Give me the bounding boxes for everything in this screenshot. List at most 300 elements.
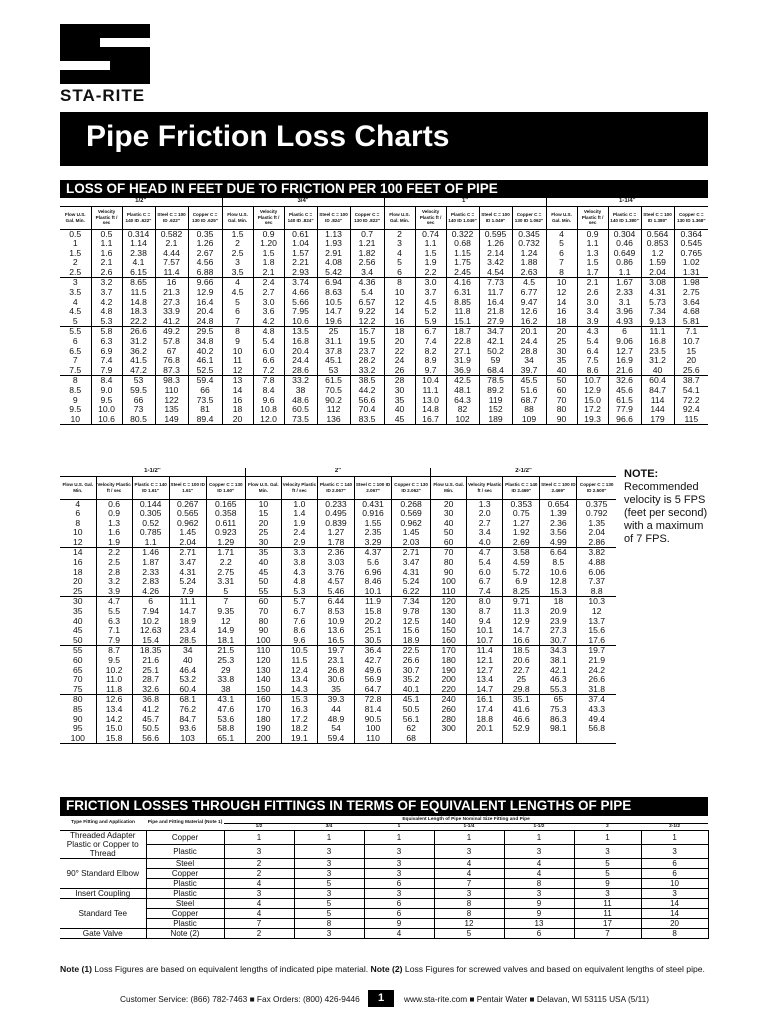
table-cell: 13.4 xyxy=(96,705,132,715)
table-cell: 41.2 xyxy=(132,705,169,715)
table-cell: 5.8 xyxy=(91,327,122,337)
table-cell: 1 xyxy=(294,831,364,845)
column-header: Flow U.S. Gal. Min. xyxy=(60,476,96,499)
table-cell: 7.95 xyxy=(284,307,317,317)
table-cell: 35.1 xyxy=(503,695,540,705)
table-cell: 0.314 xyxy=(122,229,155,239)
table-cell: 21.9 xyxy=(588,656,606,665)
table-cell: 28.6 xyxy=(284,366,317,376)
table-cell: 1.2 xyxy=(641,249,674,259)
table-cell: 48.6 xyxy=(284,396,317,406)
table-cell: 1 xyxy=(574,831,641,845)
table-cell: 8 xyxy=(384,278,415,288)
table-cell: 20 xyxy=(641,919,708,929)
table-cell: 98.1 xyxy=(540,724,577,734)
column-header: Copper C = 130 ID 2.062" xyxy=(392,476,431,499)
table-cell: 4.7 xyxy=(96,597,132,607)
table-cell: 2.2 xyxy=(415,268,446,278)
table-cell: 84.7 xyxy=(169,715,206,725)
table-cell: 26.8 xyxy=(317,666,354,676)
table-cell: 7 xyxy=(222,317,253,327)
table-row xyxy=(60,685,616,695)
table-row xyxy=(60,356,708,366)
table-cell: 1.87 xyxy=(132,558,169,568)
table-cell: 2.56 xyxy=(350,258,384,268)
table-cell: 76.2 xyxy=(169,705,206,715)
table-cell: 37.8 xyxy=(317,347,350,357)
table-cell: 2.36 xyxy=(540,519,577,529)
table-cell: 22.2 xyxy=(122,317,155,327)
table-cell: 8 xyxy=(222,327,253,337)
table-cell: 16 xyxy=(155,278,188,288)
table-cell: 6 xyxy=(132,597,169,607)
table-cell: 10.7 xyxy=(467,636,503,646)
table-cell: 45.6 xyxy=(608,386,641,396)
table-cell: 15 xyxy=(245,509,281,519)
table-cell: 7.5 xyxy=(577,356,608,366)
table-cell: 18.3 xyxy=(122,307,155,317)
table-cell: 5.3 xyxy=(281,587,317,597)
table-cell: 9.71 xyxy=(503,597,540,607)
table-cell: 6.7 xyxy=(415,327,446,337)
table-cell: 6 xyxy=(364,909,434,919)
table-cell: 28.8 xyxy=(512,347,546,357)
table-cell: 1.4 xyxy=(281,509,317,519)
table-cell: 6.15 xyxy=(122,268,155,278)
table-cell: 20 xyxy=(686,356,697,366)
table-cell: 1.39 xyxy=(540,509,577,519)
table-cell: 19.7 xyxy=(588,645,606,656)
table-cell: 44.2 xyxy=(350,386,384,396)
table-cell: 50.2 xyxy=(479,347,512,357)
table-cell: 3 xyxy=(574,845,641,859)
table-cell: 26 xyxy=(384,366,415,376)
table-cell: 5 xyxy=(546,239,577,249)
table-cell: 5.2 xyxy=(415,307,446,317)
table-cell: 30 xyxy=(245,538,281,548)
table-cell: 3.9 xyxy=(577,317,608,327)
column-header: Velocity Plastic ft / sec xyxy=(253,206,284,229)
table-cell: 7 xyxy=(546,258,577,268)
table-cell: 50 xyxy=(431,528,467,538)
table-cell: 140 xyxy=(245,675,281,685)
table-cell: 0.962 xyxy=(169,519,206,529)
table-cell: 18.1 xyxy=(206,636,245,646)
table-cell: 9 xyxy=(504,909,574,919)
table-cell: 3 xyxy=(222,258,253,268)
table-cell: 9.22 xyxy=(350,307,384,317)
table-cell: 110 xyxy=(155,386,188,396)
table-row xyxy=(60,568,616,578)
table-cell: 2.5 xyxy=(60,268,91,278)
table-cell: 8 xyxy=(504,879,574,889)
column-header: Flow U.S. Gal. Min. xyxy=(222,206,253,229)
table-cell: 3 xyxy=(224,845,294,859)
column-header: Flow U.S. Gal. Min. xyxy=(60,206,91,229)
table-cell: 4.8 xyxy=(253,327,284,337)
table-cell: 80 xyxy=(60,695,96,705)
table-cell: 18.35 xyxy=(132,646,169,656)
table-cell: 12.4 xyxy=(281,666,317,676)
table-cell: 4 xyxy=(504,869,574,879)
note2-label: Note (2) xyxy=(370,964,403,974)
table-cell: 12.9 xyxy=(188,288,222,298)
friction-loss-table-large-pipe xyxy=(60,468,616,744)
column-header-row xyxy=(60,206,708,229)
table-cell: 30 xyxy=(546,347,577,357)
table-cell: 1.46 xyxy=(132,548,169,558)
table-cell: 4.36 xyxy=(350,278,384,288)
table-cell: 9.6 xyxy=(253,396,284,406)
table-cell: 2.04 xyxy=(641,268,674,278)
pipe-material: Plastic xyxy=(146,919,224,929)
table-cell: 2.5 xyxy=(96,558,132,568)
table-cell: 6.3 xyxy=(96,617,132,627)
table-cell: 10.7 xyxy=(682,337,700,347)
nominal-size-label: 1/2 xyxy=(224,824,294,831)
table-cell: 18 xyxy=(384,327,415,337)
table-cell: 3 xyxy=(641,889,708,899)
table-cell: 14.7 xyxy=(317,307,350,317)
table-cell: 6.94 xyxy=(317,278,350,288)
table-cell: 5.72 xyxy=(503,568,540,578)
table-cell: 30 xyxy=(431,509,467,519)
table-cell: 29.5 xyxy=(188,327,222,337)
table-cell: 39.7 xyxy=(512,366,546,376)
pipe-material: Plastic xyxy=(146,879,224,889)
table-cell: 4.5 xyxy=(512,278,546,288)
table-cell: 7.6 xyxy=(281,617,317,627)
table-cell: 21.6 xyxy=(608,366,641,376)
table-cell: 6 xyxy=(608,327,641,337)
table-cell: 60.4 xyxy=(641,376,674,386)
table-cell: 4.68 xyxy=(682,307,700,317)
table-cell: 12.7 xyxy=(608,347,641,357)
column-header: Plastic C = 140 ID 1.61" xyxy=(132,476,169,499)
table-cell: 6.22 xyxy=(392,587,431,597)
table-cell: 2.5 xyxy=(222,249,253,259)
table-cell: 11.4 xyxy=(155,268,188,278)
table-cell: 280 xyxy=(431,715,467,725)
table-cell: 8.65 xyxy=(122,278,155,288)
table-cell: 4.0 xyxy=(467,538,503,548)
table-cell: 0.74 xyxy=(415,229,446,239)
table-cell: 2.75 xyxy=(206,568,245,578)
table-cell: 4.2 xyxy=(91,298,122,308)
table-cell: 4.57 xyxy=(317,577,354,587)
table-cell: 5.4 xyxy=(253,337,284,347)
table-cell: 1 xyxy=(60,239,91,249)
table-cell: 1.14 xyxy=(122,239,155,249)
table-cell: 2.2 xyxy=(96,548,132,558)
table-cell: 10 xyxy=(222,347,253,357)
table-cell: 89.2 xyxy=(479,386,512,396)
column-header: Flow U.S. Gal. Min. xyxy=(245,476,281,499)
table-cell: 12.5 xyxy=(392,617,431,627)
table-cell: 73.5 xyxy=(188,396,222,406)
table-cell: 31.1 xyxy=(317,337,350,347)
nominal-size-label: 1 xyxy=(364,824,434,831)
table-cell: 2.04 xyxy=(588,528,606,538)
table-cell: 5.9 xyxy=(415,317,446,327)
table-cell: 7.73 xyxy=(479,278,512,288)
table-cell: 56.9 xyxy=(355,675,392,685)
table-cell: 96.6 xyxy=(608,415,641,425)
pipe-material: Steel xyxy=(146,859,224,869)
table-cell: 10.1 xyxy=(355,587,392,597)
table-cell: 4.54 xyxy=(479,268,512,278)
table-cell: 18.9 xyxy=(392,636,431,646)
table-cell: 22.7 xyxy=(503,666,540,676)
table-cell: 55 xyxy=(245,587,281,597)
table-cell: 31.8 xyxy=(577,685,616,695)
table-cell: 20 xyxy=(222,415,253,425)
table-cell: 4.37 xyxy=(355,548,392,558)
table-cell: 14 xyxy=(384,307,415,317)
table-cell: 50 xyxy=(60,636,96,646)
table-cell: 8.53 xyxy=(317,607,354,617)
table-cell: 1.9 xyxy=(96,538,132,548)
table-cell: 42.1 xyxy=(479,337,512,347)
table-cell: 13.6 xyxy=(317,626,354,636)
table-row xyxy=(60,724,616,734)
table-cell: 240 xyxy=(431,695,467,705)
pipe-material: Copper xyxy=(146,869,224,879)
fitting-type: Insert Coupling xyxy=(60,889,146,899)
table-cell: 2.91 xyxy=(317,249,350,259)
table-cell: 4.66 xyxy=(284,288,317,298)
table-cell: 2.03 xyxy=(392,538,431,548)
table-cell: 25 xyxy=(317,327,350,337)
table-row xyxy=(60,347,708,357)
table-row xyxy=(60,239,708,249)
table-cell: 23.1 xyxy=(317,656,354,666)
section-heading-fittings: FRICTION LOSSES THROUGH FITTINGS IN TERMS OF EQUIVALENT LENGTHS OF PIPE xyxy=(60,797,708,815)
table-cell: 1.5 xyxy=(577,258,608,268)
table-cell: 0.233 xyxy=(317,499,354,509)
table-cell: 11 xyxy=(574,909,641,919)
table-cell: 9.4 xyxy=(467,617,503,627)
table-cell: 30.5 xyxy=(355,636,392,646)
table-cell: 12 xyxy=(206,617,245,627)
table-row xyxy=(60,607,616,617)
note-label: NOTE: xyxy=(624,468,659,480)
table-cell: 6 xyxy=(60,509,96,519)
table-cell: 109 xyxy=(512,415,546,425)
table-cell: 0.6 xyxy=(96,499,132,509)
table-cell: 21.8 xyxy=(479,307,512,317)
table-cell: 11.0 xyxy=(96,675,132,685)
table-cell: 16.8 xyxy=(284,337,317,347)
table-cell: 8 xyxy=(60,519,96,529)
table-cell: 14.7 xyxy=(467,685,503,695)
table-row xyxy=(60,538,616,548)
sta-rite-logo xyxy=(60,24,150,84)
table-cell: 19.3 xyxy=(577,415,608,425)
table-cell: 1.59 xyxy=(641,258,674,268)
table-cell: 54 xyxy=(317,724,354,734)
table-cell: 2.9 xyxy=(281,538,317,548)
page-number: 1 xyxy=(368,990,394,1007)
table-cell: 14.8 xyxy=(415,405,446,415)
column-header: Flow U.S. Gal. Min. xyxy=(384,206,415,229)
table-cell: 16 xyxy=(546,307,577,317)
table-cell: 16.4 xyxy=(479,298,512,308)
table-cell: 4.59 xyxy=(503,558,540,568)
table-cell: 75 xyxy=(60,685,96,695)
table-cell: 25 xyxy=(503,675,540,685)
table-cell: 4 xyxy=(434,859,504,869)
table-cell: 12.0 xyxy=(253,415,284,425)
table-cell: 152 xyxy=(479,405,512,415)
table-cell: 12.63 xyxy=(132,626,169,636)
table-cell: 10.9 xyxy=(317,617,354,627)
table-cell: 87.3 xyxy=(155,366,188,376)
table-cell: 6.77 xyxy=(512,288,546,298)
table-cell: 0.916 xyxy=(355,509,392,519)
table-cell: 31.2 xyxy=(641,356,674,366)
table-cell: 3 xyxy=(434,845,504,859)
table-cell: 144 xyxy=(641,405,674,415)
table-cell: 10 xyxy=(384,288,415,298)
table-cell: 2.1 xyxy=(253,268,284,278)
table-cell: 2.33 xyxy=(608,288,641,298)
table-cell: 2.36 xyxy=(317,548,354,558)
table-cell: 3.64 xyxy=(682,297,700,307)
table-cell: 32.6 xyxy=(132,685,169,695)
table-cell: 52.5 xyxy=(188,366,222,376)
table-cell: 220 xyxy=(431,685,467,695)
table-cell: 3.6 xyxy=(253,307,284,317)
table-row xyxy=(60,415,708,425)
table-cell: 14.2 xyxy=(96,715,132,725)
table-cell: 15.1 xyxy=(446,317,479,327)
table-cell: 8.63 xyxy=(317,288,350,298)
table-cell: 2.7 xyxy=(253,288,284,298)
table-cell: 11.1 xyxy=(415,386,446,396)
table-cell: 3.3 xyxy=(281,548,317,558)
fitting-type: 90° Standard Elbow xyxy=(60,859,146,889)
table-cell: 1 xyxy=(504,831,574,845)
table-cell: 10.0 xyxy=(91,405,122,415)
table-cell: 1.9 xyxy=(281,519,317,529)
table-cell: 6.0 xyxy=(253,347,284,357)
table-cell: 2.71 xyxy=(169,548,206,558)
table-cell: 18.7 xyxy=(446,327,479,337)
table-cell: 45 xyxy=(60,626,96,636)
table-cell: 1.1 xyxy=(608,268,641,278)
table-cell: 53.2 xyxy=(169,675,206,685)
table-cell: 3 xyxy=(364,845,434,859)
table-cell: 1.45 xyxy=(169,528,206,538)
table-cell: 22.8 xyxy=(446,337,479,347)
table-cell: 4.1 xyxy=(122,258,155,268)
table-cell: 90 xyxy=(546,415,577,425)
table-cell: 3.58 xyxy=(503,548,540,558)
table-cell: 7 xyxy=(60,356,91,366)
table-cell: 0.785 xyxy=(132,528,169,538)
table-cell: 18 xyxy=(546,317,577,327)
table-cell: 17.2 xyxy=(577,405,608,415)
column-header: Steel C = 100 ID 1.380" xyxy=(641,206,674,229)
table-cell: 4 xyxy=(434,869,504,879)
table-cell: 4 xyxy=(504,859,574,869)
table-cell: 6.7 xyxy=(281,607,317,617)
table-row xyxy=(60,715,616,725)
table-cell: 5.5 xyxy=(96,607,132,617)
table-cell: 6 xyxy=(641,869,708,879)
table-cell: 86.3 xyxy=(540,715,577,725)
table-row xyxy=(60,831,708,845)
table-cell: 8.2 xyxy=(415,347,446,357)
table-cell: 0.353 xyxy=(503,499,540,509)
table-cell: 20.1 xyxy=(512,327,546,337)
table-cell: 35 xyxy=(245,548,281,558)
table-cell: 110 xyxy=(245,646,281,656)
table-cell: 56.1 xyxy=(392,715,431,725)
table-cell: 3.4 xyxy=(467,528,503,538)
table-cell: 8.7 xyxy=(96,646,132,656)
table-cell: 3 xyxy=(504,889,574,899)
table-cell: 9.06 xyxy=(608,337,641,347)
table-cell: 7.4 xyxy=(91,356,122,366)
table-cell: 15.0 xyxy=(577,396,608,406)
table-cell: 1.0 xyxy=(281,499,317,509)
table-cell: 2.33 xyxy=(132,568,169,578)
table-cell: 3.2 xyxy=(91,278,122,288)
table-cell: 23.4 xyxy=(169,626,206,636)
table-cell: 2.86 xyxy=(577,538,616,548)
table-cell: 13.5 xyxy=(284,327,317,337)
table-cell: 2.1 xyxy=(155,239,188,249)
table-cell: 3.2 xyxy=(96,577,132,587)
table-cell: 46.1 xyxy=(188,356,222,366)
table-cell: 53 xyxy=(122,376,155,386)
table-cell: 150 xyxy=(431,626,467,636)
table-cell: 11.4 xyxy=(467,646,503,656)
table-cell: 10.6 xyxy=(284,317,317,327)
table-cell: 14 xyxy=(60,548,96,558)
table-cell: 5 xyxy=(384,258,415,268)
table-cell: 1.45 xyxy=(392,528,431,538)
table-cell: 36.9 xyxy=(446,366,479,376)
table-cell: 1.24 xyxy=(512,249,546,259)
table-cell: 59.5 xyxy=(122,386,155,396)
table-cell: 20.4 xyxy=(284,347,317,357)
table-cell: 1.5 xyxy=(253,249,284,259)
table-cell: 180 xyxy=(245,715,281,725)
table-cell: 6.4 xyxy=(577,347,608,357)
table-cell: 47.2 xyxy=(122,366,155,376)
table-cell: 6.96 xyxy=(355,568,392,578)
table-cell: 12 xyxy=(546,288,577,298)
table-cell: 46.6 xyxy=(503,715,540,725)
table-cell: 28 xyxy=(384,376,415,386)
table-cell: 12.1 xyxy=(467,656,503,666)
table-cell: 10.1 xyxy=(467,626,503,636)
table-cell: 25.6 xyxy=(674,366,708,376)
table-cell: 3.47 xyxy=(392,558,431,568)
table-cell: 5.4 xyxy=(577,337,608,347)
table-cell: 16.7 xyxy=(415,415,446,425)
table-cell: 11.8 xyxy=(446,307,479,317)
table-cell: 65 xyxy=(540,695,577,705)
table-cell: 15.8 xyxy=(355,607,392,617)
table-cell: 73 xyxy=(122,405,155,415)
table-cell: 2.4 xyxy=(281,528,317,538)
table-cell: 180 xyxy=(431,656,467,666)
table-cell: 25.1 xyxy=(132,666,169,676)
